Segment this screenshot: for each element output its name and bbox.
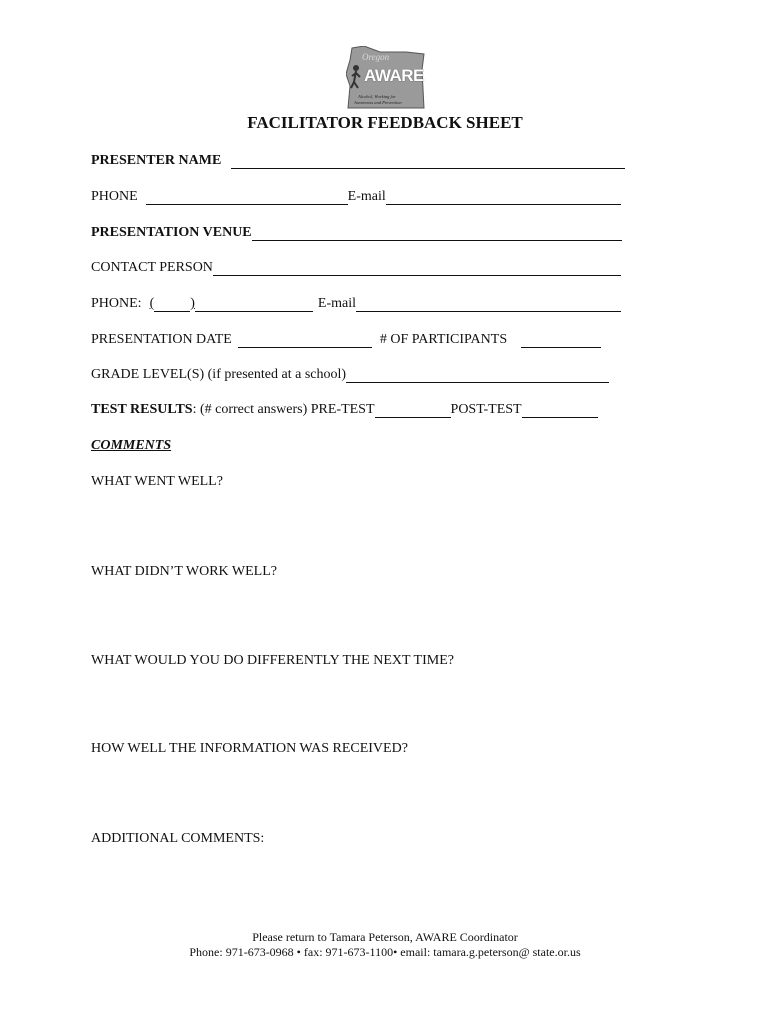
phone-email-row	[91, 189, 651, 205]
question-info-received: HOW WELL THE INFORMATION WAS RECEIVED?	[91, 741, 408, 756]
contact-email-label: E-mail	[317, 296, 357, 311]
page-title: FACILITATOR FEEDBACK SHEET	[247, 113, 523, 132]
post-test-label: POST-TEST	[450, 402, 522, 417]
question-additional-comments: ADDITIONAL COMMENTS:	[91, 831, 265, 846]
email-label: E-mail	[347, 189, 386, 204]
participants-field[interactable]	[521, 333, 601, 348]
area-code-open: (	[149, 296, 155, 311]
grade-level-label: GRADE LEVEL(S) (if presented at a school)	[91, 367, 347, 382]
footer-return-to: Please return to Tamara Peterson, AWARE Coordinator	[252, 930, 518, 944]
participants-label: # OF PARTICIPANTS	[379, 332, 508, 347]
grade-level-row	[91, 367, 651, 383]
date-participants-row	[91, 332, 651, 348]
question-didnt-work: WHAT DIDN’T WORK WELL?	[91, 564, 277, 579]
aware-logo	[346, 46, 426, 110]
svg-text:Awareness and Prevention: Awareness and Prevention	[354, 100, 402, 105]
phone-field[interactable]	[146, 190, 348, 205]
presenter-name-field[interactable]	[231, 154, 625, 169]
contact-phone-email-row	[91, 296, 651, 312]
area-code-close: )	[190, 296, 195, 311]
contact-phone-label: PHONE:	[91, 296, 142, 311]
phone-label: PHONE	[91, 189, 138, 204]
contact-email-field[interactable]	[356, 297, 621, 312]
test-results-row	[91, 402, 651, 418]
question-went-well: WHAT WENT WELL?	[91, 474, 223, 489]
contact-phone-field[interactable]	[195, 297, 313, 312]
venue-row	[91, 225, 651, 241]
footer-contact-info: Phone: 971-673-0968 • fax: 971-673-1100• email: tamara.g.peterson@ state.or.us	[189, 945, 581, 959]
area-code-field[interactable]	[154, 297, 190, 312]
contact-person-row	[91, 260, 651, 276]
grade-level-field[interactable]	[346, 368, 609, 383]
pre-test-label: : (# correct answers) PRE-TEST	[192, 402, 375, 417]
question-do-differently: WHAT WOULD YOU DO DIFFERENTLY THE NEXT TIME?	[91, 653, 454, 668]
comments-heading: COMMENTS	[91, 438, 172, 453]
presentation-date-field[interactable]	[238, 333, 372, 348]
venue-label: PRESENTATION VENUE	[91, 225, 252, 240]
logo-wordmark: AWARE	[364, 66, 424, 85]
test-results-label: TEST RESULTS	[91, 402, 193, 417]
svg-text:Alcohol, Working for: Alcohol, Working for	[358, 94, 396, 99]
venue-field[interactable]	[252, 226, 622, 241]
email-field[interactable]	[386, 190, 621, 205]
presentation-date-label: PRESENTATION DATE	[91, 332, 232, 347]
contact-person-label: CONTACT PERSON	[91, 260, 213, 275]
presenter-name-label: PRESENTER NAME	[91, 153, 222, 168]
post-test-field[interactable]	[522, 403, 598, 418]
contact-person-field[interactable]	[213, 261, 621, 276]
pre-test-field[interactable]	[375, 403, 451, 418]
presenter-name-row	[91, 153, 651, 169]
svg-text:Oregon: Oregon	[362, 52, 390, 62]
